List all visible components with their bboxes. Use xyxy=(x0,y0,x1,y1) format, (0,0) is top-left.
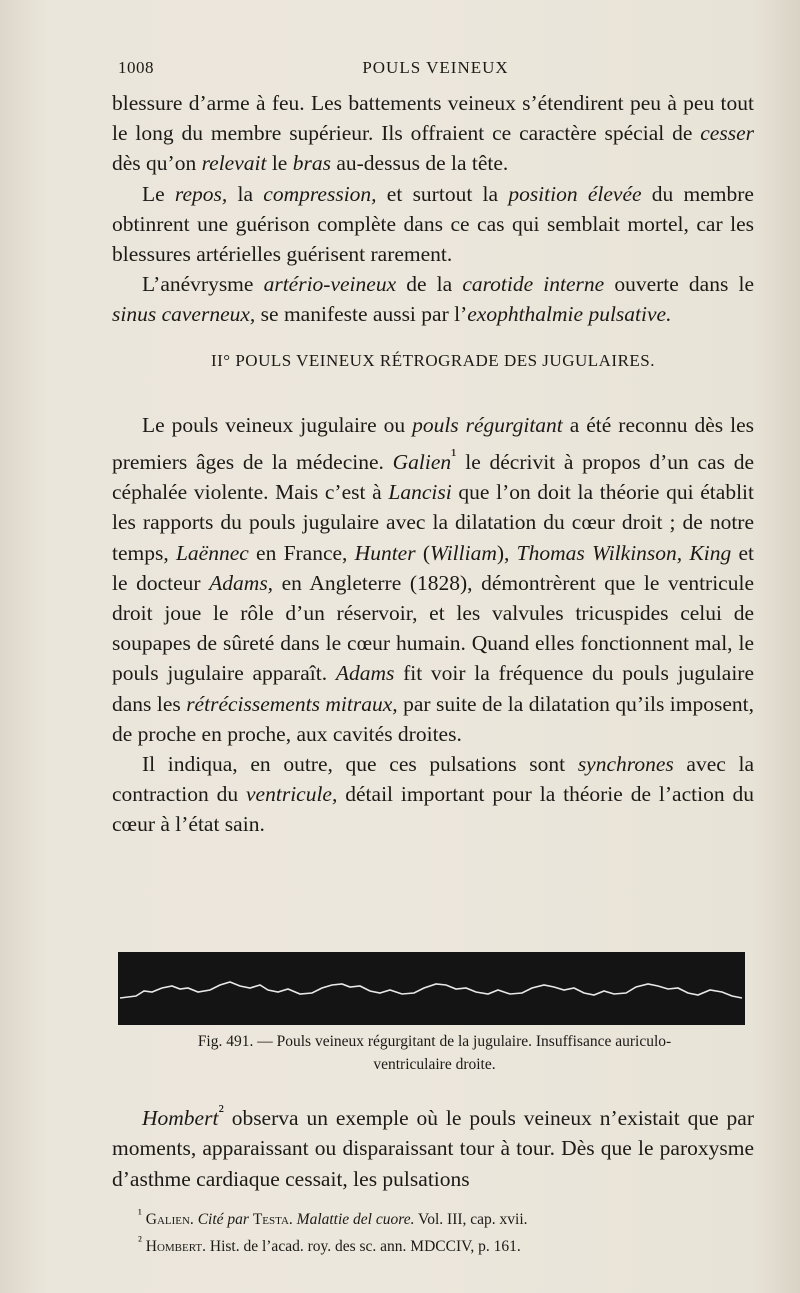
text-run: Le xyxy=(142,181,175,206)
text-run: et le docteur xyxy=(112,540,754,595)
text-run: avec la contraction du xyxy=(112,752,755,807)
italic-run: cesser xyxy=(700,121,754,146)
page-header xyxy=(118,58,753,82)
italic-run: Thomas Wilkinson, King xyxy=(516,540,732,565)
italic-run: Hunter xyxy=(354,540,416,565)
footnote-author: Hombert. xyxy=(145,1238,206,1256)
italic-run: position élevée xyxy=(508,181,642,206)
text-run: que l’on doit la théorie qui établit les rapports du pouls jugulaire avec la dilatation du cœur droit ; de notre temps, xyxy=(112,480,754,565)
paragraph xyxy=(112,88,754,179)
italic-run: Malattie del cuore. xyxy=(292,1211,415,1229)
text-run: Hist. de l’acad. roy. des sc. ann. MDCCIV, p. 161. xyxy=(206,1238,521,1256)
italic-run: exophthalmie pulsative. xyxy=(467,302,672,327)
running-title: POULS VEINEUX xyxy=(362,58,509,77)
text-run: au-dessus de la tête. xyxy=(330,151,509,176)
text-run: la xyxy=(227,181,264,206)
footnote-mark: ² xyxy=(138,1233,142,1249)
page-number: 1008 xyxy=(118,58,154,77)
italic-run: Adams, xyxy=(209,570,274,595)
italic-run: relevait xyxy=(201,151,267,176)
italic-run: Adams xyxy=(335,661,395,686)
text-run: Il indiqua, en outre, que ces pulsations sont xyxy=(142,752,578,777)
pulse-tracing-figure xyxy=(118,952,745,1025)
text-run: de la xyxy=(396,272,463,297)
caption-line: Fig. 491. — Pouls veineux régurgitant de la jugulaire. Insuffisance auriculo- xyxy=(197,1033,672,1050)
italic-run: ventricule, xyxy=(246,782,338,807)
text-run: observa un exemple où le pouls veineux n’existait que par moments, apparaissant ou disparaissant tour à tour. Dès que le paroxysme d’asthme cardiaque cessait, les pulsations xyxy=(112,1106,754,1191)
text-run: se manifeste aussi par l’ xyxy=(255,302,468,327)
caption-line: ventriculaire droite. xyxy=(373,1056,496,1073)
paragraph xyxy=(112,1096,754,1194)
text-run: blessure d’arme à feu. Les battements veineux s’étendirent peu à peu tout le long du membre supérieur. Ils offraient ce caractère spécial de xyxy=(112,91,754,146)
italic-run: William xyxy=(429,540,497,565)
pulse-trace-svg xyxy=(118,952,745,1025)
italic-run: synchrones xyxy=(577,752,674,777)
text-run: ), xyxy=(496,540,517,565)
footnote-ref: ² xyxy=(218,1101,224,1121)
text-run: en France, xyxy=(248,540,355,565)
italic-run: repos, xyxy=(174,181,228,206)
footnote-ref: ¹ xyxy=(451,444,457,465)
paragraph xyxy=(112,179,754,270)
text-run: le xyxy=(266,151,293,176)
text-run: dès qu’on xyxy=(112,151,202,176)
text-run: détail important pour la théorie de l’action du cœur à l’état sain. xyxy=(112,782,754,837)
text-run: ( xyxy=(415,540,430,565)
text-run: et surtout la xyxy=(376,181,509,206)
footnote-mark: ¹ xyxy=(138,1206,142,1221)
figure-caption xyxy=(112,1030,757,1076)
text-run: Vol. III, cap. xvii. xyxy=(414,1211,528,1229)
text-run: fit voir la fréquence du pouls jugulaire dans les xyxy=(112,661,754,716)
italic-run: Lancisi xyxy=(388,480,452,505)
italic-run: pouls régurgitant xyxy=(412,412,563,437)
text-run: ouverte dans le xyxy=(604,272,754,297)
italic-run: rétrécissements mitraux, xyxy=(186,691,398,716)
text-run: L’anévrysme xyxy=(142,272,264,297)
text-run: du membre obtinrent une guérison complète dans ce cas qui semblait mortel, car les blessures artérielles guérisent rarement. xyxy=(112,181,754,267)
main-text-continued xyxy=(112,1096,754,1194)
main-text xyxy=(112,88,754,840)
footnotes xyxy=(118,1203,748,1257)
paragraph xyxy=(112,749,754,840)
text-run: par suite de la dilatation qu’ils imposent, de proche en proche, aux cavités droites. xyxy=(112,691,754,746)
section-heading: II° POULS VEINEUX RÉTROGRADE DES JUGULAIRES. xyxy=(210,350,656,370)
footnote-author: Testa. xyxy=(252,1211,293,1229)
text-run: a été reconnu dès les premiers âges de la médecine. xyxy=(112,412,755,474)
paragraph xyxy=(112,269,754,329)
italic-run: Hombert xyxy=(142,1106,219,1131)
footnote-author: Galien. xyxy=(145,1211,194,1229)
text-run: Le pouls veineux jugulaire ou xyxy=(142,412,413,437)
italic-run: compression, xyxy=(263,181,377,206)
footnote xyxy=(118,1230,748,1257)
italic-run: carotide interne xyxy=(462,272,605,297)
paragraph xyxy=(112,410,754,749)
italic-run: artério-veineux xyxy=(263,272,397,297)
italic-run: Galien xyxy=(392,449,452,474)
italic-run: Laënnec xyxy=(175,540,249,565)
text-run: en Angleterre (1828), démontrèrent que le ventricule droit joue le rôle d’un réservoir, et les valvules tricuspides celui de soupapes de sûreté dans le cœur humain. Quand elles fonctionnent mal, le pouls jugulaire apparaît. xyxy=(112,570,754,686)
italic-run: Cité par xyxy=(193,1211,253,1229)
italic-run: sinus caverneux, xyxy=(112,302,256,327)
text-run: le décrivit à propos d’un cas de céphalée violente. Mais c’est à xyxy=(112,449,754,505)
footnote xyxy=(118,1203,748,1230)
italic-run: bras xyxy=(292,151,331,176)
venous-pulse-trace xyxy=(120,982,742,998)
